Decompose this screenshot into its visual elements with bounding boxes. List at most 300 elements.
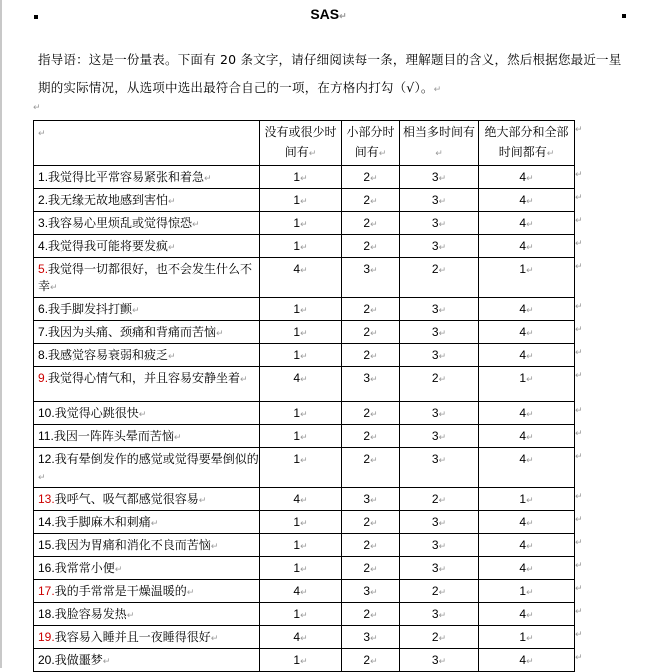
item-number-dot: . [44, 348, 49, 362]
score-value: 2 [363, 653, 371, 667]
score-value: 4 [293, 371, 301, 385]
item-number-dot: . [44, 216, 49, 230]
score-option-cell[interactable] [342, 580, 400, 603]
score-option-cell[interactable] [260, 321, 342, 344]
cell-end-mark-icon: ↵ [370, 610, 378, 620]
cell-end-mark-icon: ↵ [370, 196, 378, 206]
score-option-cell[interactable] [479, 649, 575, 672]
score-option-cell[interactable] [260, 649, 342, 672]
score-option-cell[interactable] [342, 488, 400, 511]
item-number: 4 [38, 239, 45, 253]
score-option-cell[interactable] [342, 344, 400, 367]
cell-end-mark-icon: ↵ [210, 542, 219, 552]
cell-end-mark-icon: ↵ [438, 610, 447, 620]
cell-end-mark-icon: ↵ [526, 242, 534, 252]
score-option-cell[interactable] [479, 258, 575, 298]
cell-end-mark-icon: ↵ [438, 409, 447, 419]
item-number-dot: . [44, 325, 49, 339]
cell-end-mark-icon: ↵ [300, 409, 308, 419]
score-option-cell[interactable] [400, 603, 479, 626]
score-value: 3 [431, 302, 439, 316]
item-cell [34, 626, 260, 649]
score-option-cell[interactable] [342, 511, 400, 534]
table-row [34, 321, 575, 344]
score-value: 4 [519, 452, 527, 466]
cell-end-mark-icon: ↵ [526, 374, 534, 384]
item-number-dot: . [51, 561, 55, 575]
item-number-dot: . [51, 515, 55, 529]
item-text: 我脸容易发热 [54, 607, 127, 621]
table-row [34, 649, 575, 672]
score-value: 2 [363, 239, 371, 253]
cell-end-mark-icon: ↵ [300, 564, 308, 574]
row-end-mark-icon: ↵ [575, 428, 583, 439]
score-option-cell[interactable] [479, 166, 575, 189]
cell-end-mark-icon: ↵ [300, 328, 308, 338]
score-option-cell[interactable] [479, 344, 575, 367]
score-option-cell[interactable] [400, 212, 479, 235]
score-option-cell[interactable] [342, 425, 400, 448]
cell-end-mark-icon: ↵ [300, 219, 308, 229]
table-row [34, 580, 575, 603]
item-text: 我觉得心情气和，并且容易安静坐着 [48, 371, 241, 385]
score-option-cell[interactable] [260, 448, 342, 488]
item-cell [34, 166, 260, 189]
score-value: 4 [519, 325, 527, 339]
row-end-mark-icon: ↵ [575, 514, 583, 525]
cell-end-mark-icon: ↵ [370, 587, 378, 597]
cell-end-mark-icon: ↵ [370, 633, 378, 643]
score-value: 3 [431, 538, 439, 552]
score-option-cell[interactable] [260, 557, 342, 580]
item-number: 2 [38, 193, 45, 207]
score-value: 3 [431, 452, 439, 466]
document-title [0, 6, 657, 22]
score-option-cell[interactable] [260, 258, 342, 298]
score-option-cell[interactable] [342, 649, 400, 672]
score-option-cell[interactable] [342, 189, 400, 212]
score-option-cell[interactable] [260, 189, 342, 212]
item-cell [34, 367, 260, 402]
score-value: 3 [431, 406, 439, 420]
item-number-dot: . [51, 492, 55, 506]
item-text: 我的手常常是干燥温暖的 [54, 584, 187, 598]
score-option-cell[interactable] [260, 580, 342, 603]
table-row [34, 298, 575, 321]
row-end-mark-icon: ↵ [575, 238, 583, 249]
item-cell [34, 425, 260, 448]
score-value: 2 [363, 607, 371, 621]
cell-end-mark-icon: ↵ [216, 329, 224, 339]
table-row [34, 367, 575, 402]
header-cell-option-1 [260, 121, 342, 166]
cell-end-mark-icon: ↵ [526, 328, 534, 338]
score-value: 3 [431, 193, 439, 207]
score-option-cell[interactable] [400, 298, 479, 321]
cell-end-mark-icon: ↵ [198, 496, 207, 506]
item-number: 19 [38, 630, 52, 644]
item-number: 17 [38, 584, 52, 598]
row-end-mark-icon: ↵ [575, 560, 583, 571]
score-option-cell[interactable] [400, 649, 479, 672]
item-number-dot: . [50, 429, 54, 443]
score-option-cell[interactable] [260, 488, 342, 511]
item-cell [34, 212, 260, 235]
score-option-cell[interactable] [260, 402, 342, 425]
score-option-cell[interactable] [260, 235, 342, 258]
score-value: 1 [293, 170, 301, 184]
table-row [34, 488, 575, 511]
item-number-dot: . [51, 630, 55, 644]
header-label: 绝大部分和全部时间都有 [484, 125, 569, 159]
score-option-cell[interactable] [400, 189, 479, 212]
score-option-cell[interactable] [342, 626, 400, 649]
cell-end-mark-icon: ↵ [370, 495, 378, 505]
item-text: 我手脚麻木和刺痛 [54, 515, 151, 529]
score-option-cell[interactable] [342, 603, 400, 626]
score-option-cell[interactable] [479, 298, 575, 321]
score-option-cell[interactable] [400, 425, 479, 448]
cell-end-mark-icon: ↵ [526, 541, 534, 551]
row-end-mark-icon: ↵ [575, 491, 583, 502]
score-value: 1 [519, 630, 527, 644]
score-value: 1 [293, 653, 301, 667]
cell-end-mark-icon: ↵ [526, 610, 534, 620]
cell-end-mark-icon: ↵ [526, 432, 534, 442]
cell-end-mark-icon: ↵ [168, 197, 176, 207]
table-row [34, 534, 575, 557]
item-cell [34, 298, 260, 321]
cell-end-mark-icon: ↵ [370, 564, 378, 574]
score-option-cell[interactable] [400, 367, 479, 402]
score-value: 4 [519, 429, 527, 443]
cell-end-mark-icon: ↵ [370, 518, 378, 528]
score-value: 2 [363, 348, 371, 362]
score-option-cell[interactable] [479, 189, 575, 212]
score-option-cell[interactable] [260, 344, 342, 367]
score-value: 1 [293, 406, 301, 420]
score-value: 4 [519, 406, 527, 420]
score-option-cell[interactable] [260, 298, 342, 321]
cell-end-mark-icon: ↵ [370, 305, 378, 315]
table-row [34, 258, 575, 298]
item-cell [34, 235, 260, 258]
score-value: 4 [519, 348, 527, 362]
cell-end-mark-icon: ↵ [435, 149, 443, 159]
score-option-cell[interactable] [400, 166, 479, 189]
item-text: 我做噩梦 [54, 653, 103, 667]
item-number-dot: . [44, 262, 49, 276]
score-option-cell[interactable] [400, 626, 479, 649]
score-option-cell[interactable] [479, 511, 575, 534]
item-number: 14 [38, 515, 52, 529]
score-value: 1 [293, 325, 301, 339]
score-option-cell[interactable] [342, 166, 400, 189]
score-value: 1 [293, 452, 301, 466]
item-cell [34, 649, 260, 672]
score-value: 2 [363, 538, 371, 552]
cell-end-mark-icon: ↵ [132, 306, 140, 316]
cell-end-mark-icon: ↵ [126, 611, 135, 621]
row-end-mark-icon: ↵ [575, 451, 583, 462]
cell-end-mark-icon: ↵ [438, 374, 447, 384]
cell-end-mark-icon: ↵ [300, 587, 308, 597]
item-cell [34, 321, 260, 344]
score-value: 1 [293, 607, 301, 621]
score-option-cell[interactable] [342, 321, 400, 344]
score-option-cell[interactable] [400, 534, 479, 557]
cell-end-mark-icon: ↵ [168, 352, 176, 362]
score-option-cell[interactable] [400, 511, 479, 534]
score-option-cell[interactable] [400, 258, 479, 298]
cell-end-mark-icon: ↵ [526, 564, 534, 574]
score-value: 1 [293, 515, 301, 529]
cell-end-mark-icon: ↵ [50, 283, 58, 293]
table-row [34, 212, 575, 235]
item-cell [34, 511, 260, 534]
item-cell [34, 557, 260, 580]
item-text: 我因一阵阵头晕而苦恼 [53, 429, 174, 443]
score-option-cell[interactable] [260, 534, 342, 557]
score-option-cell[interactable] [479, 402, 575, 425]
item-number-dot: . [51, 653, 55, 667]
cell-end-mark-icon: ↵ [438, 587, 447, 597]
score-value: 2 [363, 170, 371, 184]
score-value: 3 [431, 561, 439, 575]
row-end-mark-icon: ↵ [575, 261, 583, 272]
item-text: 我因为胃痛和消化不良而苦恼 [54, 538, 211, 552]
cell-end-mark-icon: ↵ [300, 196, 308, 206]
score-option-cell[interactable] [479, 425, 575, 448]
cell-end-mark-icon: ↵ [300, 495, 308, 505]
score-option-cell[interactable] [479, 626, 575, 649]
score-value: 3 [431, 170, 439, 184]
score-option-cell[interactable] [400, 235, 479, 258]
score-value: 1 [519, 584, 527, 598]
cell-end-mark-icon: ↵ [526, 265, 534, 275]
item-cell [34, 258, 260, 298]
score-value: 3 [431, 515, 439, 529]
score-option-cell[interactable] [400, 557, 479, 580]
score-value: 2 [431, 492, 439, 506]
score-option-cell[interactable] [400, 580, 479, 603]
cell-end-mark-icon: ↵ [438, 541, 447, 551]
cell-end-mark-icon: ↵ [526, 455, 534, 465]
score-option-cell[interactable] [479, 321, 575, 344]
row-end-mark-icon: ↵ [575, 301, 583, 312]
score-value: 2 [363, 515, 371, 529]
score-value: 3 [431, 239, 439, 253]
cell-end-mark-icon: ↵ [438, 564, 447, 574]
score-value: 1 [293, 538, 301, 552]
score-option-cell[interactable] [342, 367, 400, 402]
score-option-cell[interactable] [479, 212, 575, 235]
cell-end-mark-icon: ↵ [438, 432, 447, 442]
score-option-cell[interactable] [260, 425, 342, 448]
score-value: 1 [293, 561, 301, 575]
sas-scale-table [33, 120, 575, 672]
item-text: 我觉得比平常容易紧张和着急 [48, 170, 205, 184]
score-option-cell[interactable] [260, 367, 342, 402]
score-option-cell[interactable] [400, 448, 479, 488]
cell-end-mark-icon: ↵ [192, 220, 200, 230]
score-value: 4 [519, 653, 527, 667]
score-option-cell[interactable] [479, 580, 575, 603]
item-cell [34, 448, 260, 488]
score-option-cell[interactable] [342, 212, 400, 235]
cell-end-mark-icon: ↵ [102, 657, 111, 667]
cell-end-mark-icon: ↵ [370, 351, 378, 361]
score-option-cell[interactable] [400, 321, 479, 344]
score-value: 4 [519, 193, 527, 207]
cell-end-mark-icon: ↵ [438, 495, 447, 505]
cell-end-mark-icon: ↵ [526, 219, 534, 229]
cell-end-mark-icon: ↵ [526, 633, 534, 643]
header-label: 相当多时间有 [402, 125, 475, 139]
score-option-cell[interactable] [342, 298, 400, 321]
item-number: 7 [38, 325, 45, 339]
cell-end-mark-icon: ↵ [438, 455, 447, 465]
row-end-mark-icon: ↵ [575, 347, 583, 358]
table-row [34, 448, 575, 488]
cell-end-mark-icon: ↵ [526, 587, 534, 597]
cell-end-mark-icon: ↵ [168, 243, 176, 253]
item-number: 5 [38, 262, 45, 276]
item-number-dot: . [44, 302, 49, 316]
item-text: 我呼气、吸气都感觉很容易 [54, 492, 199, 506]
cell-end-mark-icon: ↵ [300, 656, 308, 666]
score-option-cell[interactable] [479, 557, 575, 580]
item-text: 我感觉容易衰弱和疲乏 [48, 348, 169, 362]
score-value: 4 [519, 302, 527, 316]
table-row [34, 557, 575, 580]
score-value: 1 [519, 492, 527, 506]
item-number-dot: . [44, 193, 49, 207]
item-number: 16 [38, 561, 52, 575]
item-text: 我觉得心跳很快 [54, 406, 139, 420]
score-option-cell[interactable] [342, 557, 400, 580]
score-option-cell[interactable] [479, 534, 575, 557]
score-option-cell[interactable] [400, 402, 479, 425]
score-value: 1 [293, 429, 301, 443]
score-option-cell[interactable] [342, 534, 400, 557]
item-number: 12 [38, 452, 52, 466]
cell-end-mark-icon: ↵ [438, 518, 447, 528]
score-value: 3 [363, 584, 371, 598]
item-number: 1 [38, 170, 45, 184]
row-end-mark-icon: ↵ [575, 405, 583, 416]
row-end-mark-icon: ↵ [575, 537, 583, 548]
score-value: 4 [519, 538, 527, 552]
score-option-cell[interactable] [479, 235, 575, 258]
cell-end-mark-icon: ↵ [370, 219, 378, 229]
cell-end-mark-icon: ↵ [300, 305, 308, 315]
score-value: 1 [293, 216, 301, 230]
item-text: 我容易心里烦乱或觉得惊恐 [48, 216, 193, 230]
item-number-dot: . [51, 538, 55, 552]
score-option-cell[interactable] [479, 367, 575, 402]
score-option-cell[interactable] [342, 235, 400, 258]
cell-end-mark-icon: ↵ [300, 518, 308, 528]
score-option-cell[interactable] [479, 448, 575, 488]
row-end-mark-icon: ↵ [575, 652, 583, 663]
cell-end-mark-icon: ↵ [38, 129, 46, 139]
score-value: 2 [431, 584, 439, 598]
cell-end-mark-icon: ↵ [438, 633, 447, 643]
item-number-dot: . [44, 239, 49, 253]
header-cell-option-3 [400, 121, 479, 166]
cell-end-mark-icon: ↵ [526, 305, 534, 315]
score-option-cell[interactable] [400, 344, 479, 367]
score-option-cell[interactable] [342, 258, 400, 298]
cell-end-mark-icon: ↵ [526, 495, 534, 505]
cell-end-mark-icon: ↵ [526, 656, 534, 666]
cell-end-mark-icon: ↵ [150, 519, 159, 529]
item-text: 我无缘无故地感到害怕 [48, 193, 169, 207]
cell-end-mark-icon: ↵ [370, 328, 378, 338]
cell-end-mark-icon: ↵ [114, 565, 123, 575]
cell-end-mark-icon: ↵ [438, 351, 447, 361]
score-value: 2 [431, 630, 439, 644]
cell-end-mark-icon: ↵ [526, 173, 534, 183]
cell-end-mark-icon: ↵ [173, 433, 182, 443]
cell-end-mark-icon: ↵ [300, 455, 308, 465]
cell-end-mark-icon: ↵ [526, 409, 534, 419]
score-value: 3 [431, 216, 439, 230]
score-value: 4 [519, 216, 527, 230]
score-value: 3 [431, 653, 439, 667]
score-option-cell[interactable] [260, 166, 342, 189]
item-cell [34, 603, 260, 626]
score-option-cell[interactable] [342, 402, 400, 425]
table-row [34, 235, 575, 258]
table-row [34, 402, 575, 425]
score-value: 1 [293, 302, 301, 316]
item-cell [34, 580, 260, 603]
row-end-mark-icon: ↵ [575, 169, 583, 180]
score-option-cell[interactable] [260, 626, 342, 649]
item-text: 我手脚发抖打颤 [48, 302, 133, 316]
cell-end-mark-icon: ↵ [300, 265, 308, 275]
item-text: 我因为头痛、颈痛和背痛而苦恼 [48, 325, 217, 339]
score-option-cell[interactable] [479, 488, 575, 511]
score-value: 3 [363, 371, 371, 385]
row-end-mark-icon: ↵ [575, 370, 583, 381]
table-row [34, 511, 575, 534]
item-number: 3 [38, 216, 45, 230]
score-option-cell[interactable] [260, 603, 342, 626]
cell-end-mark-icon: ↵ [186, 588, 195, 598]
cell-end-mark-icon: ↵ [370, 374, 378, 384]
item-number: 20 [38, 653, 52, 667]
item-number-dot: . [51, 607, 55, 621]
score-option-cell[interactable] [342, 448, 400, 488]
score-option-cell[interactable] [400, 488, 479, 511]
score-option-cell[interactable] [479, 603, 575, 626]
cell-end-mark-icon: ↵ [370, 173, 378, 183]
cell-end-mark-icon: ↵ [438, 305, 447, 315]
row-end-mark-icon: ↵ [575, 606, 583, 617]
score-value: 4 [519, 515, 527, 529]
score-option-cell[interactable] [260, 212, 342, 235]
item-number: 13 [38, 492, 52, 506]
score-option-cell[interactable] [260, 511, 342, 534]
table-header-row [34, 121, 575, 166]
item-number-dot: . [51, 452, 55, 466]
item-number: 11 [38, 429, 51, 443]
instructions-paragraph [38, 46, 628, 104]
item-text: 我觉得我可能将要发疯 [48, 239, 169, 253]
